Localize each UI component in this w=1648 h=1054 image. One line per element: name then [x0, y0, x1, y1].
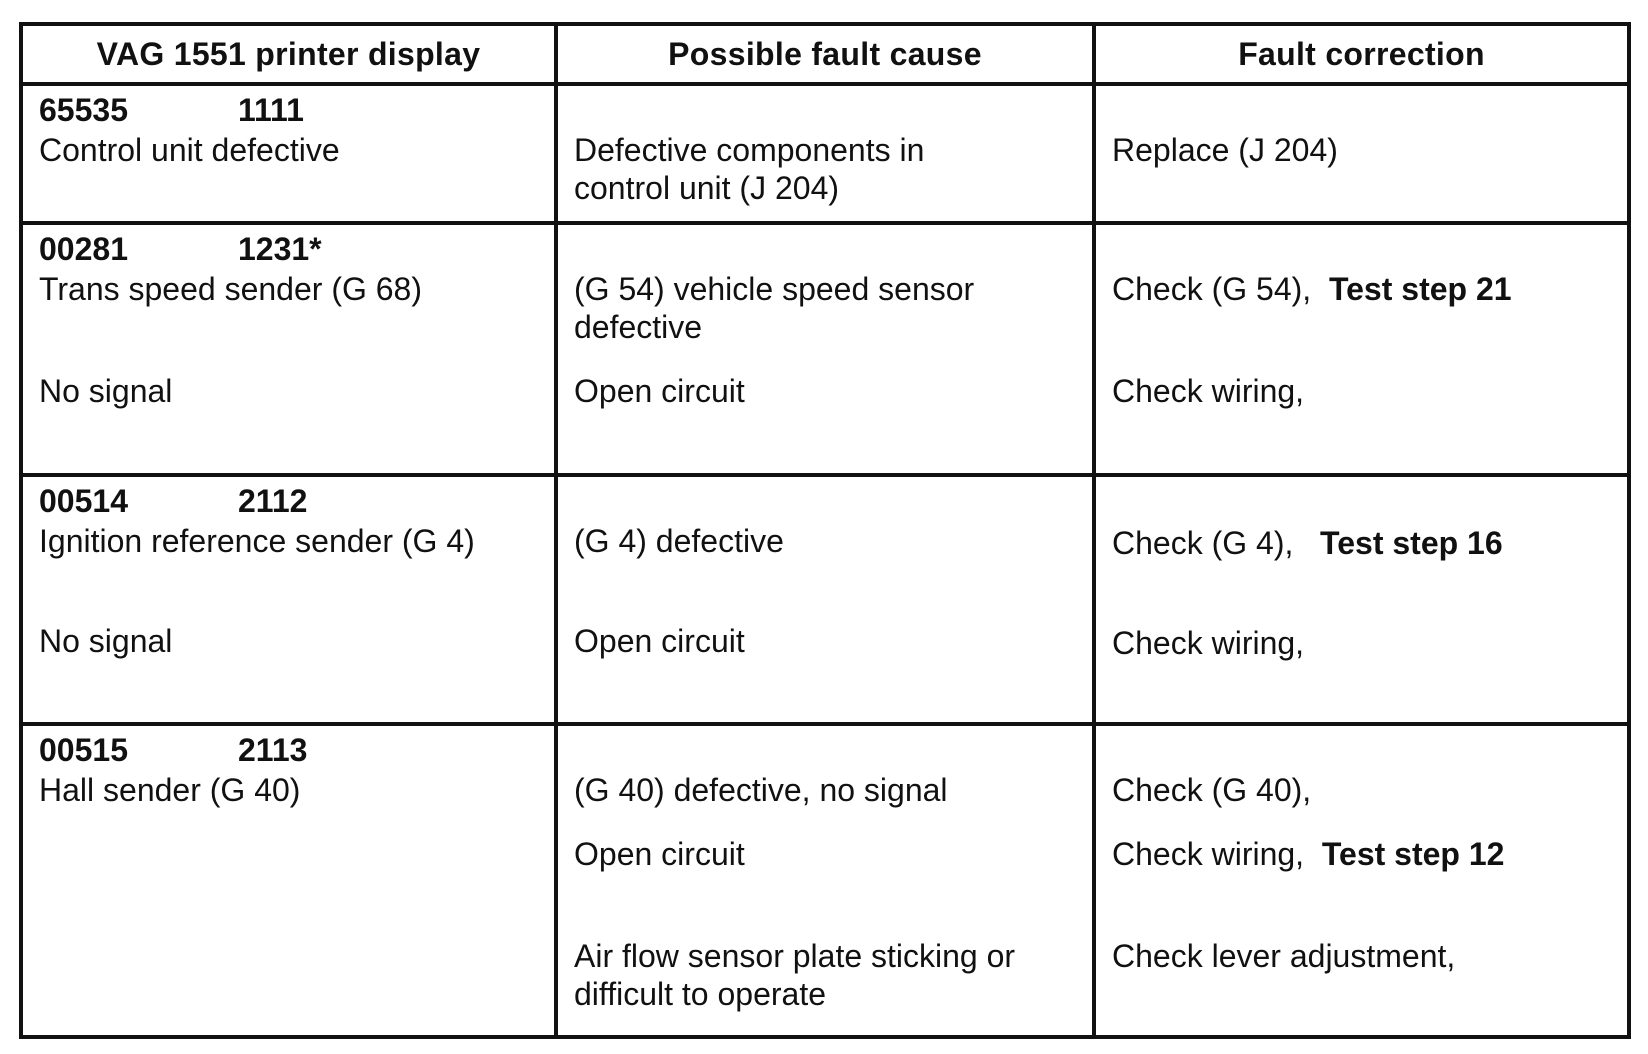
fault-subcode: 1231*	[237, 231, 322, 268]
display-text: Ignition reference sender (G 4)	[39, 522, 475, 559]
correction-cell	[1094, 475, 1629, 724]
fault-code: 65535	[39, 92, 128, 128]
correction-cell	[1094, 724, 1629, 1037]
correction-text: Check (G 40),	[1112, 772, 1312, 809]
correction-text: Check wiring, Test step 12	[1112, 836, 1505, 873]
fault-subcode: 2113	[237, 732, 308, 769]
correction-text: Check lever adjustment,	[1112, 938, 1456, 975]
display-text: Hall sender (G 40)	[39, 772, 301, 809]
fault-code: 00515	[39, 732, 128, 769]
cause-cell	[556, 84, 1094, 223]
cause-cell	[556, 475, 1094, 724]
display-cell	[21, 475, 556, 724]
display-text: Control unit defective	[39, 132, 340, 168]
display-text: Trans speed sender (G 68)	[39, 271, 422, 308]
fault-code-line	[39, 730, 307, 770]
cause-text: (G 40) defective, no signal	[574, 772, 948, 809]
cause-text: Defective components in	[574, 132, 925, 168]
fault-code-table	[19, 22, 1631, 1039]
cause-text: Open circuit	[574, 836, 745, 873]
display-text: No signal	[39, 373, 173, 410]
cause-text: Air flow sensor plate sticking or	[574, 938, 1016, 975]
test-step-reference: Test step 12	[1321, 836, 1505, 873]
display-cell	[21, 84, 556, 223]
test-step-reference: Test step 16	[1320, 524, 1503, 561]
test-step-reference: Test step 21	[1328, 271, 1512, 308]
display-cell	[21, 724, 556, 1037]
correction-text: Check wiring,	[1112, 373, 1305, 410]
table-row	[21, 475, 1629, 724]
header-fault-cause: Possible fault cause	[556, 24, 1094, 84]
table-row	[21, 223, 1629, 474]
correction-text: Replace (J 204)	[1112, 132, 1338, 168]
fault-code-line	[39, 90, 304, 130]
fault-code: 00281	[39, 231, 128, 268]
correction-text: Check (G 54), Test step 21	[1112, 271, 1512, 308]
cause-text: difficult to operate	[574, 976, 827, 1013]
cause-text: (G 4) defective	[574, 522, 784, 559]
cause-text: Open circuit	[574, 622, 745, 659]
cause-text: control unit (J 204)	[574, 170, 840, 206]
display-text: No signal	[39, 622, 173, 659]
correction-cell	[1094, 223, 1629, 474]
cause-cell	[556, 724, 1094, 1037]
header-printer-display: VAG 1551 printer display	[21, 24, 556, 84]
fault-code: 00514	[39, 482, 128, 519]
correction-cell	[1094, 84, 1629, 223]
cause-text: defective	[574, 309, 703, 346]
correction-text: Check (G 4), Test step 16	[1112, 524, 1503, 561]
fault-subcode: 1111	[237, 92, 304, 128]
display-cell	[21, 223, 556, 474]
fault-subcode: 2112	[237, 482, 308, 519]
table-header-row	[21, 24, 1629, 84]
correction-text: Check wiring,	[1112, 624, 1305, 661]
table-row	[21, 724, 1629, 1037]
cause-cell	[556, 223, 1094, 474]
fault-code-line	[39, 481, 307, 521]
cause-text: (G 54) vehicle speed sensor	[574, 271, 975, 308]
fault-code-line	[39, 229, 322, 269]
cause-text: Open circuit	[574, 373, 745, 410]
header-fault-correction: Fault correction	[1094, 24, 1629, 84]
table-row	[21, 84, 1629, 223]
